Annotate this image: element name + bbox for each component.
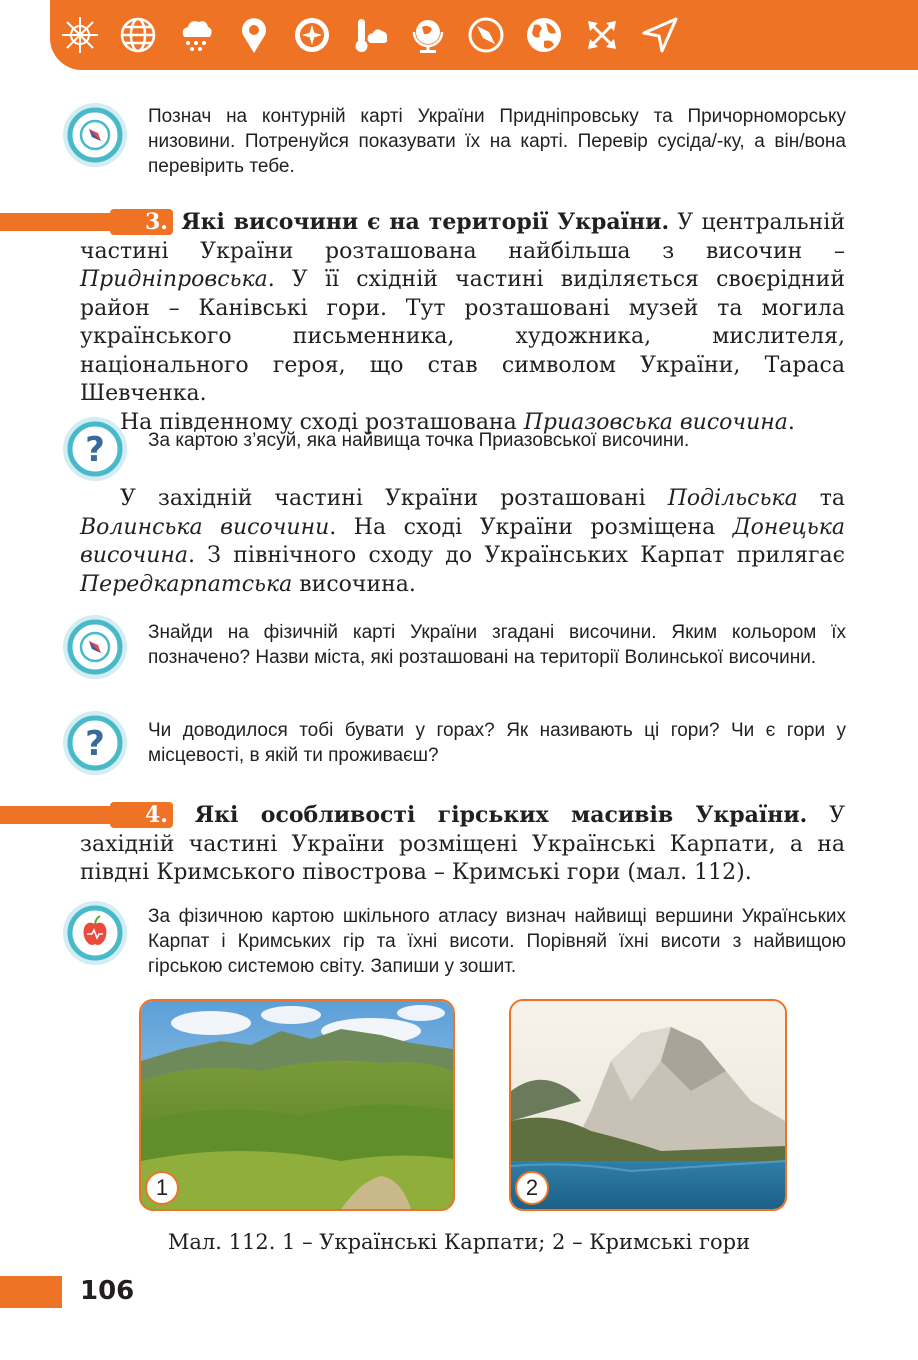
question-highest-point	[62, 422, 846, 482]
section-text: . У її східній частині виділяється своєрідний район – Канівські гори. Тут розташовані музей та могила українського письменника, художника, мислителя, національного героя, що став символом України, Тараса Шевченка.	[80, 267, 845, 406]
question-text: Чи доводилося тобі бувати у горах? Як називають ці гори? Чи є гори у місцевості, в якій ти проживаєш?	[148, 720, 846, 766]
note-contour-map	[62, 108, 846, 179]
question-text: За картою з’ясуй, яка найвища точка Приазовської височини.	[148, 430, 690, 451]
section-text: . З північного сходу до Українських Карпат прилягає	[188, 543, 845, 568]
svg-text:?: ?	[85, 430, 105, 470]
photo-number: 1	[145, 1171, 179, 1205]
section-text: та	[797, 486, 845, 511]
section-number: 3.	[110, 209, 173, 235]
term: Приазовська височина	[523, 409, 788, 435]
compass-icon	[292, 15, 332, 55]
note-text: Знайди на фізичній карті України згадані височини. Яким кольором їх позначено? Назви міста, які розташовані на території Волинської височини.	[148, 622, 846, 668]
navigation-arrow-icon	[640, 15, 680, 55]
section-text: У центральній частині України розташована найбільша з височин –	[80, 210, 845, 264]
section-text: .	[787, 409, 795, 435]
photo-crimean-mountains	[509, 999, 787, 1211]
question-badge-icon	[62, 710, 128, 776]
photo-carpathians	[139, 999, 455, 1211]
desk-globe-icon	[408, 15, 448, 55]
page-number: 106	[80, 1276, 135, 1306]
earth-icon	[524, 15, 564, 55]
question-mountains	[62, 716, 846, 776]
section-text: На південному сході розташована	[120, 409, 524, 435]
note-atlas	[62, 906, 846, 979]
svg-text:?: ?	[85, 724, 105, 764]
section-text: височина.	[292, 571, 416, 597]
section-heading: Які височини є на території України.	[181, 209, 670, 235]
section-text: У західній частині України розміщені Українські Карпати, а на півдні Кримського півострова – Кримські гори (мал. 112).	[80, 803, 845, 885]
compass-badge-icon	[62, 102, 128, 168]
cardinal-arrows-icon	[582, 15, 622, 55]
note-text: За фізичною картою шкільного атласу визнач найвищі вершини Українських Карпат і Кримських гір та їхні висоти. Порівняй їхні висоти з найвищою гірською системою світу. Запиши у зошит.	[148, 906, 846, 977]
location-pin-icon	[234, 15, 274, 55]
compass-needle-icon	[466, 15, 506, 55]
note-physical-map	[62, 620, 846, 680]
section-text: . На сході України розміщена	[329, 514, 733, 540]
section-number: 4.	[110, 802, 173, 828]
rain-cloud-icon	[176, 15, 216, 55]
term: Подільська	[667, 486, 798, 511]
globe-grid-icon	[118, 15, 158, 55]
compass-rose-icon	[60, 15, 100, 55]
apple-badge-icon	[62, 900, 128, 966]
photo-number: 2	[515, 1171, 549, 1205]
section-text: У західній частині України розташовані	[120, 486, 668, 511]
compass-badge-icon	[62, 614, 128, 680]
section-heading: Які особливості гірських масивів України.	[194, 802, 808, 828]
section-3	[80, 208, 845, 437]
question-badge-icon	[62, 416, 128, 482]
figure-caption: Мал. 112. 1 – Українські Карпати; 2 – Кримські гори	[167, 1230, 751, 1254]
section-3-continued	[80, 485, 845, 599]
term: Передкарпатська	[80, 571, 293, 597]
term: Донецька височина	[80, 514, 845, 568]
note-text: Познач на контурній карті України Придніпровську та Причорноморську низовини. Потренуйся показувати їх на карті. Перевір сусіда/-ку, а він/вона перевірить тебе.	[148, 106, 846, 177]
term: Придніпровська	[80, 267, 268, 292]
page-number-bar	[0, 1276, 62, 1308]
header-bar	[50, 0, 918, 70]
section-4	[80, 801, 845, 888]
thermometer-cloud-icon	[350, 15, 390, 55]
term: Волинська височини	[80, 514, 330, 540]
